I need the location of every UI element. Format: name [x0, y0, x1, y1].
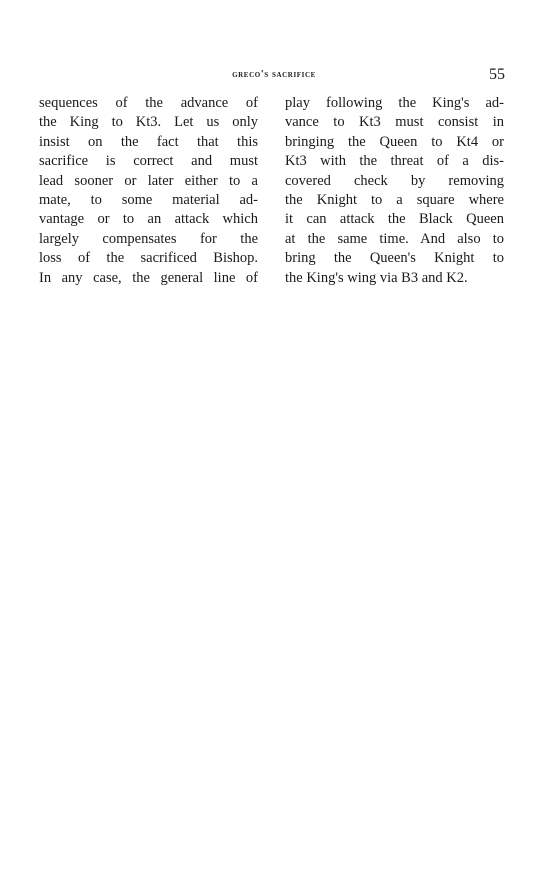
text-line: lead sooner or later either to a [39, 172, 258, 189]
text-line: sacrifice is correct and must [39, 153, 258, 170]
text-line: the King to Kt3. Let us only [39, 114, 258, 131]
text-line: bringing the Queen to Kt4 or [285, 133, 504, 150]
text-line: at the same time. And also to [285, 230, 504, 247]
text-line: covered check by removing [285, 172, 504, 189]
text-line: loss of the sacrificed Bishop. [39, 250, 258, 267]
text-line: bring the Queen's Knight to [285, 250, 504, 267]
text-line: mate, to some material ad- [39, 191, 258, 208]
text-line: play following the King's ad- [285, 95, 504, 111]
text-column-left [39, 94, 258, 288]
text-column-right [285, 94, 504, 288]
text-line: the Knight to a square where [285, 191, 504, 208]
text-line: sequences of the advance of [39, 95, 258, 111]
running-head [43, 66, 505, 86]
text-line: the King's wing via B3 and K2. [285, 269, 468, 286]
text-line: insist on the fact that this [39, 133, 258, 150]
text-line: largely compensates for the [39, 230, 258, 247]
text-line: vance to Kt3 must consist in [285, 114, 504, 131]
text-line: vantage or to an attack which [39, 211, 258, 228]
text-line: In any case, the general line of [39, 269, 258, 286]
text-line: it can attack the Black Queen [285, 211, 504, 228]
page-number: 55 [489, 66, 505, 83]
text-line: Kt3 with the threat of a dis- [285, 153, 504, 170]
running-title: greco's sacrifice [232, 69, 316, 80]
